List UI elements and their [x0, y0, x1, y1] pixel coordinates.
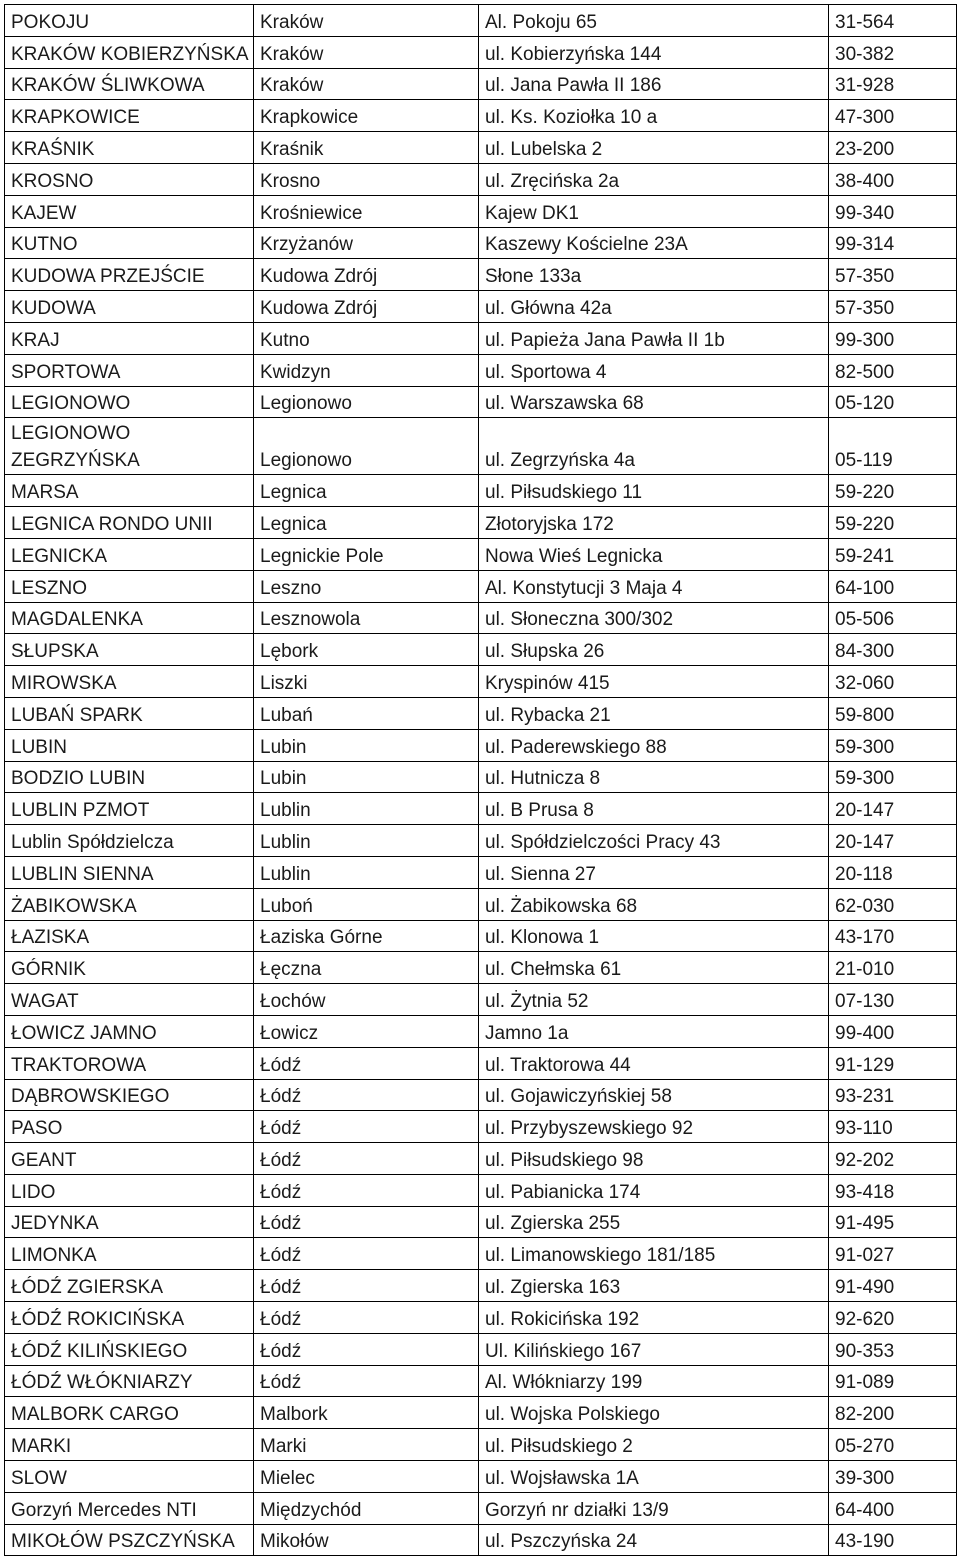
- postal-code-cell: 38-400: [829, 163, 957, 195]
- table-row: [5, 1015, 957, 1047]
- postal-code-cell: 57-350: [829, 259, 957, 291]
- address-cell: ul. Piłsudskiego 98: [479, 1143, 829, 1175]
- postal-code-cell: 05-119: [829, 418, 957, 475]
- address-cell: ul. Żabikowska 68: [479, 888, 829, 920]
- table-row: [5, 666, 957, 698]
- address-cell: ul. Wojska Polskiego: [479, 1397, 829, 1429]
- station-name-cell: BODZIO LUBIN: [5, 761, 254, 793]
- station-name-cell: LIDO: [5, 1174, 254, 1206]
- table-row: [5, 602, 957, 634]
- table-row: [5, 761, 957, 793]
- postal-code-cell: 59-241: [829, 538, 957, 570]
- postal-code-cell: 92-202: [829, 1143, 957, 1175]
- postal-code-cell: 59-220: [829, 507, 957, 539]
- postal-code-cell: 59-220: [829, 475, 957, 507]
- city-cell: Leszno: [254, 570, 479, 602]
- city-cell: Łaziska Górne: [254, 920, 479, 952]
- postal-code-cell: 90-353: [829, 1333, 957, 1365]
- address-cell: ul. Główna 42a: [479, 291, 829, 323]
- station-name-cell: KRAKÓW ŚLIWKOWA: [5, 68, 254, 100]
- address-cell: ul. Wojsławska 1A: [479, 1461, 829, 1493]
- station-name-cell: KRAPKOWICE: [5, 100, 254, 132]
- station-name-cell: LUBIN: [5, 729, 254, 761]
- table-row: [5, 1206, 957, 1238]
- city-cell: Legnickie Pole: [254, 538, 479, 570]
- postal-code-cell: 82-200: [829, 1397, 957, 1429]
- city-cell: Lubin: [254, 729, 479, 761]
- station-name-cell: KAJEW: [5, 195, 254, 227]
- station-name-cell: GÓRNIK: [5, 952, 254, 984]
- station-name-cell: KUDOWA: [5, 291, 254, 323]
- city-cell: Luboń: [254, 888, 479, 920]
- station-name-cell: LEGNICKA: [5, 538, 254, 570]
- table-row: [5, 1270, 957, 1302]
- postal-code-cell: 31-928: [829, 68, 957, 100]
- city-cell: Lublin: [254, 856, 479, 888]
- postal-code-cell: 05-506: [829, 602, 957, 634]
- address-cell: Kajew DK1: [479, 195, 829, 227]
- table-row: [5, 1492, 957, 1524]
- address-cell: Jamno 1a: [479, 1015, 829, 1047]
- city-cell: Łęczna: [254, 952, 479, 984]
- postal-code-cell: 32-060: [829, 666, 957, 698]
- station-table: [4, 4, 957, 1556]
- station-name-cell: MALBORK CARGO: [5, 1397, 254, 1429]
- address-cell: Gorzyń nr działki 13/9: [479, 1492, 829, 1524]
- station-name-cell: MIKOŁÓW PSZCZYŃSKA: [5, 1524, 254, 1556]
- table-row: [5, 1143, 957, 1175]
- postal-code-cell: 59-300: [829, 761, 957, 793]
- postal-code-cell: 05-120: [829, 386, 957, 418]
- station-name-cell: SPORTOWA: [5, 354, 254, 386]
- table-row: [5, 729, 957, 761]
- postal-code-cell: 20-118: [829, 856, 957, 888]
- city-cell: Łódź: [254, 1143, 479, 1175]
- table-row: [5, 1079, 957, 1111]
- address-cell: Al. Pokoju 65: [479, 5, 829, 37]
- station-name-cell: ŁÓDŹ ROKICIŃSKA: [5, 1302, 254, 1334]
- city-cell: Kwidzyn: [254, 354, 479, 386]
- postal-code-cell: 62-030: [829, 888, 957, 920]
- address-cell: ul. Chełmska 61: [479, 952, 829, 984]
- city-cell: Liszki: [254, 666, 479, 698]
- station-name-cell: ŁÓDŹ WŁÓKNIARZY: [5, 1365, 254, 1397]
- table-row: [5, 354, 957, 386]
- city-cell: Marki: [254, 1429, 479, 1461]
- table-row: [5, 1174, 957, 1206]
- postal-code-cell: 84-300: [829, 634, 957, 666]
- postal-code-cell: 91-129: [829, 1047, 957, 1079]
- city-cell: Kudowa Zdrój: [254, 291, 479, 323]
- table-row: [5, 100, 957, 132]
- table-row: [5, 952, 957, 984]
- city-cell: Legionowo: [254, 386, 479, 418]
- address-cell: ul. Hutnicza 8: [479, 761, 829, 793]
- address-cell: ul. Zręcińska 2a: [479, 163, 829, 195]
- city-cell: Łowicz: [254, 1015, 479, 1047]
- station-name-cell: MIROWSKA: [5, 666, 254, 698]
- city-cell: Krośniewice: [254, 195, 479, 227]
- postal-code-cell: 64-400: [829, 1492, 957, 1524]
- postal-code-cell: 05-270: [829, 1429, 957, 1461]
- station-name-cell: ŁÓDŹ KILIŃSKIEGO: [5, 1333, 254, 1365]
- table-row: [5, 1524, 957, 1556]
- postal-code-cell: 43-190: [829, 1524, 957, 1556]
- station-name-cell: LIMONKA: [5, 1238, 254, 1270]
- table-row: [5, 1365, 957, 1397]
- table-row: [5, 1302, 957, 1334]
- postal-code-cell: 82-500: [829, 354, 957, 386]
- address-cell: Kryspinów 415: [479, 666, 829, 698]
- postal-code-cell: 93-110: [829, 1111, 957, 1143]
- table-row: [5, 570, 957, 602]
- station-name-cell: POKOJU: [5, 5, 254, 37]
- postal-code-cell: 91-089: [829, 1365, 957, 1397]
- station-name-cell: LUBAŃ SPARK: [5, 697, 254, 729]
- station-name-cell: LEGIONOWO: [5, 386, 254, 418]
- city-cell: Łódź: [254, 1238, 479, 1270]
- city-cell: Łódź: [254, 1174, 479, 1206]
- address-cell: Kaszewy Kościelne 23A: [479, 227, 829, 259]
- postal-code-cell: 31-564: [829, 5, 957, 37]
- station-name-cell: MARSA: [5, 475, 254, 507]
- postal-code-cell: 39-300: [829, 1461, 957, 1493]
- table-row: [5, 825, 957, 857]
- city-cell: Lubań: [254, 697, 479, 729]
- postal-code-cell: 21-010: [829, 952, 957, 984]
- city-cell: Międzychód: [254, 1492, 479, 1524]
- table-row: [5, 475, 957, 507]
- postal-code-cell: 93-418: [829, 1174, 957, 1206]
- address-cell: Złotoryjska 172: [479, 507, 829, 539]
- postal-code-cell: 57-350: [829, 291, 957, 323]
- postal-code-cell: 59-300: [829, 729, 957, 761]
- address-cell: ul. Pabianicka 174: [479, 1174, 829, 1206]
- address-cell: ul. Piłsudskiego 11: [479, 475, 829, 507]
- table-row: [5, 259, 957, 291]
- table-row: [5, 1047, 957, 1079]
- table-row: [5, 697, 957, 729]
- station-name-cell: ŁÓDŹ ZGIERSKA: [5, 1270, 254, 1302]
- address-cell: ul. Słoneczna 300/302: [479, 602, 829, 634]
- city-cell: Łódź: [254, 1111, 479, 1143]
- station-name-cell: KUTNO: [5, 227, 254, 259]
- station-name-cell: JEDYNKA: [5, 1206, 254, 1238]
- postal-code-cell: 64-100: [829, 570, 957, 602]
- postal-code-cell: 99-340: [829, 195, 957, 227]
- address-cell: ul. Ks. Koziołka 10 a: [479, 100, 829, 132]
- table-row: [5, 1238, 957, 1270]
- station-name-cell: SLOW: [5, 1461, 254, 1493]
- address-cell: ul. Paderewskiego 88: [479, 729, 829, 761]
- address-cell: ul. Kobierzyńska 144: [479, 36, 829, 68]
- station-name-cell: KRAŚNIK: [5, 132, 254, 164]
- postal-code-cell: 30-382: [829, 36, 957, 68]
- address-cell: ul. Klonowa 1: [479, 920, 829, 952]
- city-cell: Lębork: [254, 634, 479, 666]
- table-row: [5, 538, 957, 570]
- address-cell: ul. Sportowa 4: [479, 354, 829, 386]
- city-cell: Krzyżanów: [254, 227, 479, 259]
- postal-code-cell: 99-400: [829, 1015, 957, 1047]
- city-cell: Łódź: [254, 1079, 479, 1111]
- address-cell: ul. Sienna 27: [479, 856, 829, 888]
- station-name-cell: Lublin Spółdzielcza: [5, 825, 254, 857]
- postal-code-cell: 91-490: [829, 1270, 957, 1302]
- address-cell: ul. Traktorowa 44: [479, 1047, 829, 1079]
- city-cell: Kudowa Zdrój: [254, 259, 479, 291]
- city-cell: Krosno: [254, 163, 479, 195]
- postal-code-cell: 99-300: [829, 322, 957, 354]
- table-row: [5, 984, 957, 1016]
- city-cell: Krapkowice: [254, 100, 479, 132]
- table-row: [5, 1397, 957, 1429]
- city-cell: Kraków: [254, 36, 479, 68]
- address-cell: ul. Przybyszewskiego 92: [479, 1111, 829, 1143]
- address-cell: Al. Konstytucji 3 Maja 4: [479, 570, 829, 602]
- address-cell: ul. Lubelska 2: [479, 132, 829, 164]
- table-row: [5, 227, 957, 259]
- table-row: [5, 36, 957, 68]
- table-row: [5, 1461, 957, 1493]
- station-name-cell: LEGNICA RONDO UNII: [5, 507, 254, 539]
- station-name-cell: KRAJ: [5, 322, 254, 354]
- postal-code-cell: 92-620: [829, 1302, 957, 1334]
- postal-code-cell: 07-130: [829, 984, 957, 1016]
- table-row: [5, 163, 957, 195]
- station-table-container: [4, 4, 956, 1556]
- table-row: [5, 1429, 957, 1461]
- city-cell: Łódź: [254, 1333, 479, 1365]
- table-row: [5, 291, 957, 323]
- table-row: [5, 322, 957, 354]
- station-name-cell: WAGAT: [5, 984, 254, 1016]
- address-cell: ul. Pszczyńska 24: [479, 1524, 829, 1556]
- address-cell: ul. Warszawska 68: [479, 386, 829, 418]
- table-row: [5, 195, 957, 227]
- station-name-cell: TRAKTOROWA: [5, 1047, 254, 1079]
- address-cell: ul. Papieża Jana Pawła II 1b: [479, 322, 829, 354]
- address-cell: ul. Żytnia 52: [479, 984, 829, 1016]
- table-row: [5, 5, 957, 37]
- city-cell: Kraków: [254, 5, 479, 37]
- city-cell: Kraśnik: [254, 132, 479, 164]
- station-name-cell: LEGIONOWO ZEGRZYŃSKA: [5, 418, 254, 475]
- city-cell: Łódź: [254, 1047, 479, 1079]
- city-cell: Legnica: [254, 475, 479, 507]
- address-cell: ul. B Prusa 8: [479, 793, 829, 825]
- city-cell: Łódź: [254, 1365, 479, 1397]
- postal-code-cell: 59-800: [829, 697, 957, 729]
- address-cell: ul. Gojawiczyńskiej 58: [479, 1079, 829, 1111]
- station-name-cell: LESZNO: [5, 570, 254, 602]
- station-name-cell: GEANT: [5, 1143, 254, 1175]
- station-name-cell: Gorzyń Mercedes NTI: [5, 1492, 254, 1524]
- station-name-cell: DĄBROWSKIEGO: [5, 1079, 254, 1111]
- address-cell: ul. Rokicińska 192: [479, 1302, 829, 1334]
- city-cell: Lesznowola: [254, 602, 479, 634]
- table-row: [5, 1333, 957, 1365]
- postal-code-cell: 43-170: [829, 920, 957, 952]
- table-row: [5, 888, 957, 920]
- postal-code-cell: 23-200: [829, 132, 957, 164]
- address-cell: Ul. Kilińskiego 167: [479, 1333, 829, 1365]
- address-cell: ul. Rybacka 21: [479, 697, 829, 729]
- city-cell: Łochów: [254, 984, 479, 1016]
- address-cell: ul. Zgierska 163: [479, 1270, 829, 1302]
- table-row: [5, 68, 957, 100]
- table-row: [5, 1111, 957, 1143]
- station-name-cell: MARKI: [5, 1429, 254, 1461]
- station-table-body: [5, 5, 957, 1556]
- table-row: [5, 793, 957, 825]
- address-cell: Al. Włókniarzy 199: [479, 1365, 829, 1397]
- station-name-cell: LUBLIN PZMOT: [5, 793, 254, 825]
- table-row: [5, 920, 957, 952]
- address-cell: ul. Spółdzielczości Pracy 43: [479, 825, 829, 857]
- city-cell: Lublin: [254, 825, 479, 857]
- address-cell: ul. Limanowskiego 181/185: [479, 1238, 829, 1270]
- city-cell: Legnica: [254, 507, 479, 539]
- postal-code-cell: 91-495: [829, 1206, 957, 1238]
- postal-code-cell: 20-147: [829, 793, 957, 825]
- table-row: [5, 132, 957, 164]
- city-cell: Mielec: [254, 1461, 479, 1493]
- station-name-cell: KUDOWA PRZEJŚCIE: [5, 259, 254, 291]
- address-cell: ul. Jana Pawła II 186: [479, 68, 829, 100]
- station-name-cell: KROSNO: [5, 163, 254, 195]
- city-cell: Malbork: [254, 1397, 479, 1429]
- postal-code-cell: 91-027: [829, 1238, 957, 1270]
- city-cell: Kraków: [254, 68, 479, 100]
- table-row: [5, 507, 957, 539]
- station-name-cell: MAGDALENKA: [5, 602, 254, 634]
- postal-code-cell: 99-314: [829, 227, 957, 259]
- city-cell: Lubin: [254, 761, 479, 793]
- city-cell: Mikołów: [254, 1524, 479, 1556]
- postal-code-cell: 47-300: [829, 100, 957, 132]
- address-cell: ul. Zgierska 255: [479, 1206, 829, 1238]
- address-cell: ul. Piłsudskiego 2: [479, 1429, 829, 1461]
- station-name-cell: ŁAZISKA: [5, 920, 254, 952]
- table-row: [5, 634, 957, 666]
- address-cell: ul. Słupska 26: [479, 634, 829, 666]
- address-cell: Nowa Wieś Legnicka: [479, 538, 829, 570]
- station-name-cell: PASO: [5, 1111, 254, 1143]
- station-name-cell: ŁOWICZ JAMNO: [5, 1015, 254, 1047]
- city-cell: Kutno: [254, 322, 479, 354]
- city-cell: Łódź: [254, 1206, 479, 1238]
- city-cell: Łódź: [254, 1302, 479, 1334]
- station-name-cell: ŻABIKOWSKA: [5, 888, 254, 920]
- address-cell: Słone 133a: [479, 259, 829, 291]
- city-cell: Łódź: [254, 1270, 479, 1302]
- station-name-cell: LUBLIN SIENNA: [5, 856, 254, 888]
- address-cell: ul. Zegrzyńska 4a: [479, 418, 829, 475]
- postal-code-cell: 20-147: [829, 825, 957, 857]
- city-cell: Lublin: [254, 793, 479, 825]
- table-row: [5, 856, 957, 888]
- postal-code-cell: 93-231: [829, 1079, 957, 1111]
- station-name-cell: SŁUPSKA: [5, 634, 254, 666]
- table-row: [5, 418, 957, 475]
- station-name-cell: KRAKÓW KOBIERZYŃSKA: [5, 36, 254, 68]
- table-row: [5, 386, 957, 418]
- city-cell: Legionowo: [254, 418, 479, 475]
